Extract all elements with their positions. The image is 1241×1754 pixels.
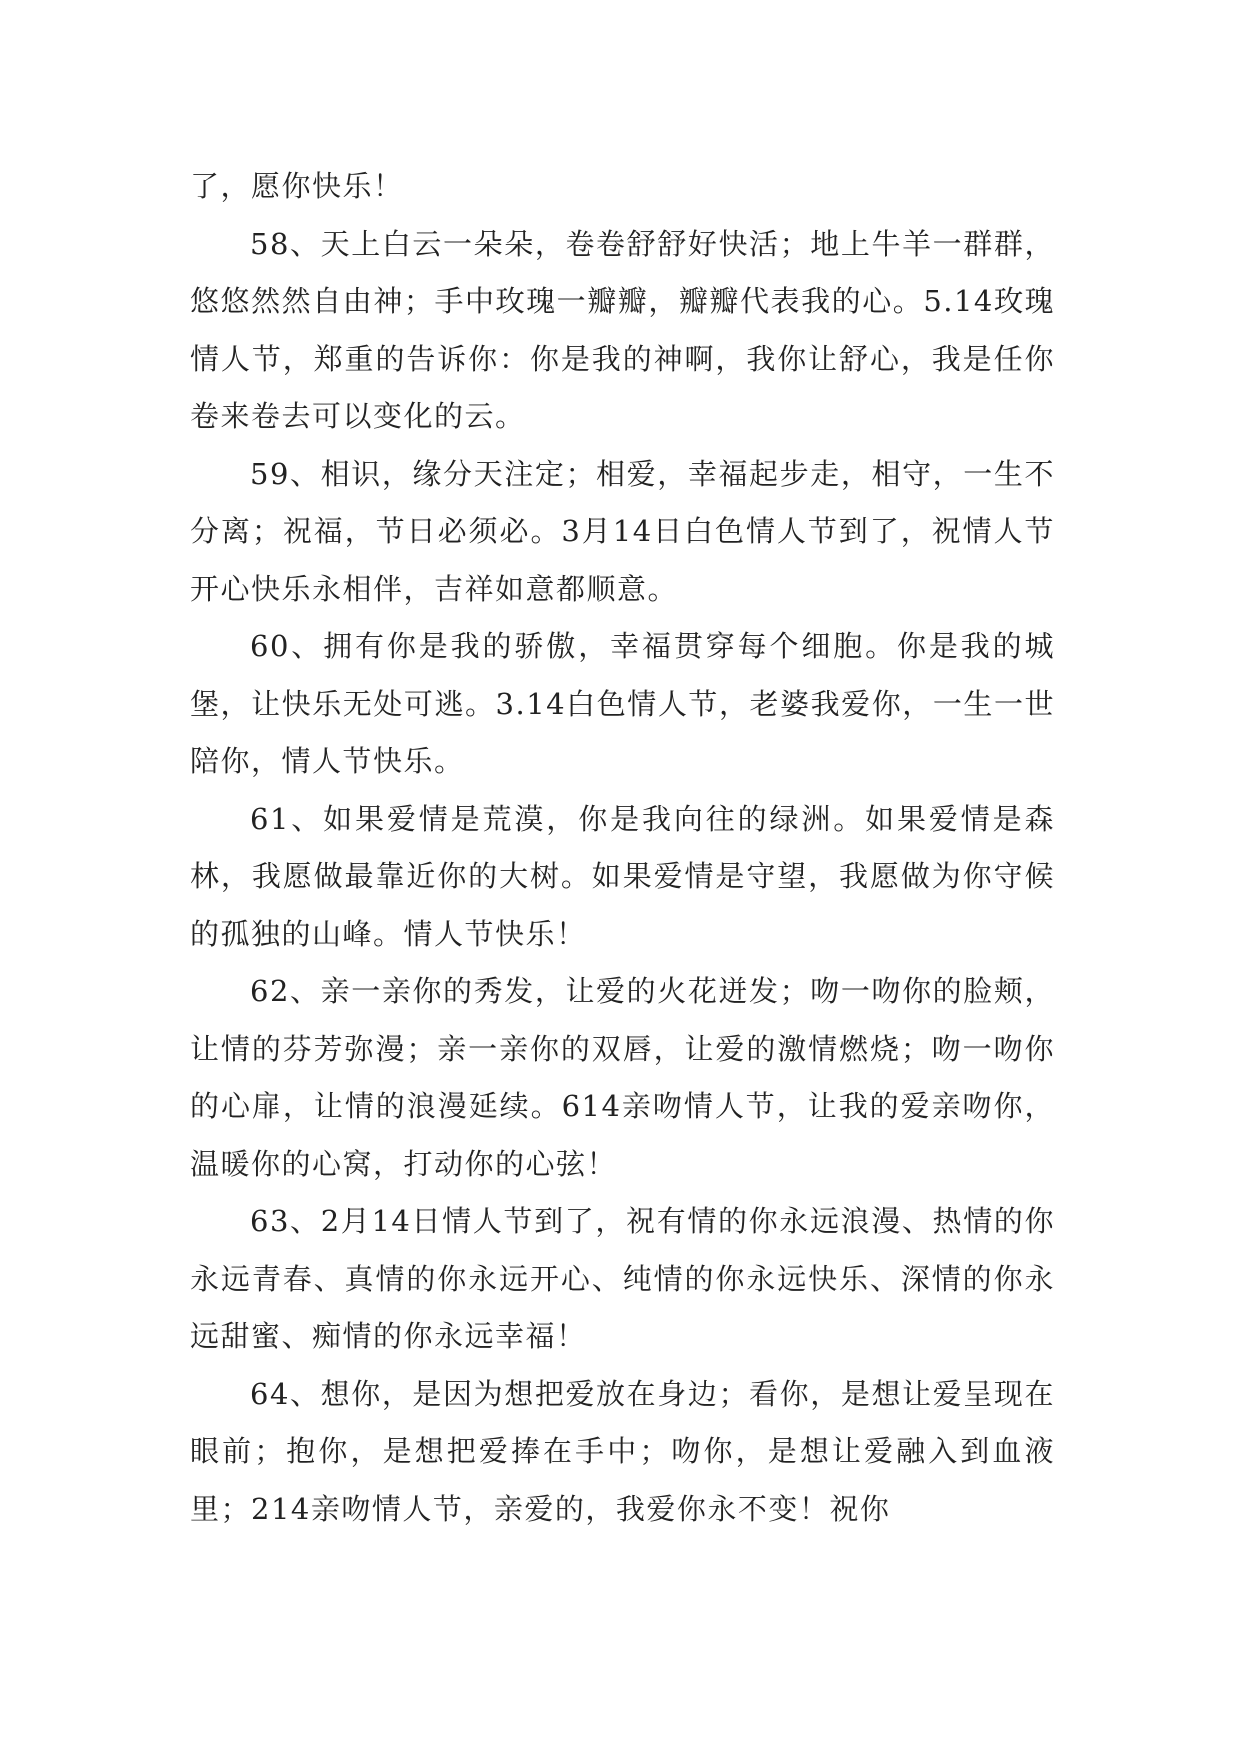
paragraph-59: 59、相识，缘分天注定；相爱，幸福起步走，相守，一生不分离；祝福，节日必须必。3月14日白色情人节到了，祝情人节开心快乐永相伴，吉祥如意都顺意。 [190, 456, 1055, 606]
paragraph-63: 63、2月14日情人节到了，祝有情的你永远浪漫、热情的你永远青春、真情的你永远开心、纯情的你永远快乐、深情的你永远甜蜜、痴情的你永远幸福！ [190, 1204, 1055, 1353]
paragraph-60: 60、拥有你是我的骄傲，幸福贯穿每个细胞。你是我的城堡，让快乐无处可逃。3.14白色情人节，老婆我爱你，一生一世陪你，情人节快乐。 [190, 629, 1055, 778]
paragraph-64: 64、想你，是因为想把爱放在身边；看你，是想让爱呈现在眼前；抱你，是想把爱捧在手中；吻你，是想让爱融入到血液里；214亲吻情人节，亲爱的，我爱你永不变！祝你 [190, 1376, 1055, 1526]
paragraph-61: 61、如果爱情是荒漠，你是我向往的绿洲。如果爱情是森林，我愿做最靠近你的大树。如果爱情是守望，我愿做为你守候的孤独的山峰。情人节快乐！ [190, 801, 1055, 951]
paragraph-continuation: 了，愿你快乐！ [190, 169, 404, 203]
paragraph-62: 62、亲一亲你的秀发，让爱的火花迸发；吻一吻你的脸颊，让情的芬芳弥漫；亲一亲你的双唇，让爱的激情燃烧；吻一吻你的心扉，让情的浪漫延续。614亲吻情人节，让我的爱亲吻你，温暖你的心窝，打动你的心弦！ [190, 974, 1055, 1181]
document-body [190, 158, 1055, 1538]
paragraph-58: 58、天上白云一朵朵，卷卷舒舒好快活；地上牛羊一群群，悠悠然然自由神；手中玫瑰一瓣瓣，瓣瓣代表我的心。5.14玫瑰情人节，郑重的告诉你：你是我的神啊，我你让舒心，我是任你卷来卷去可以变化的云。 [190, 226, 1055, 433]
